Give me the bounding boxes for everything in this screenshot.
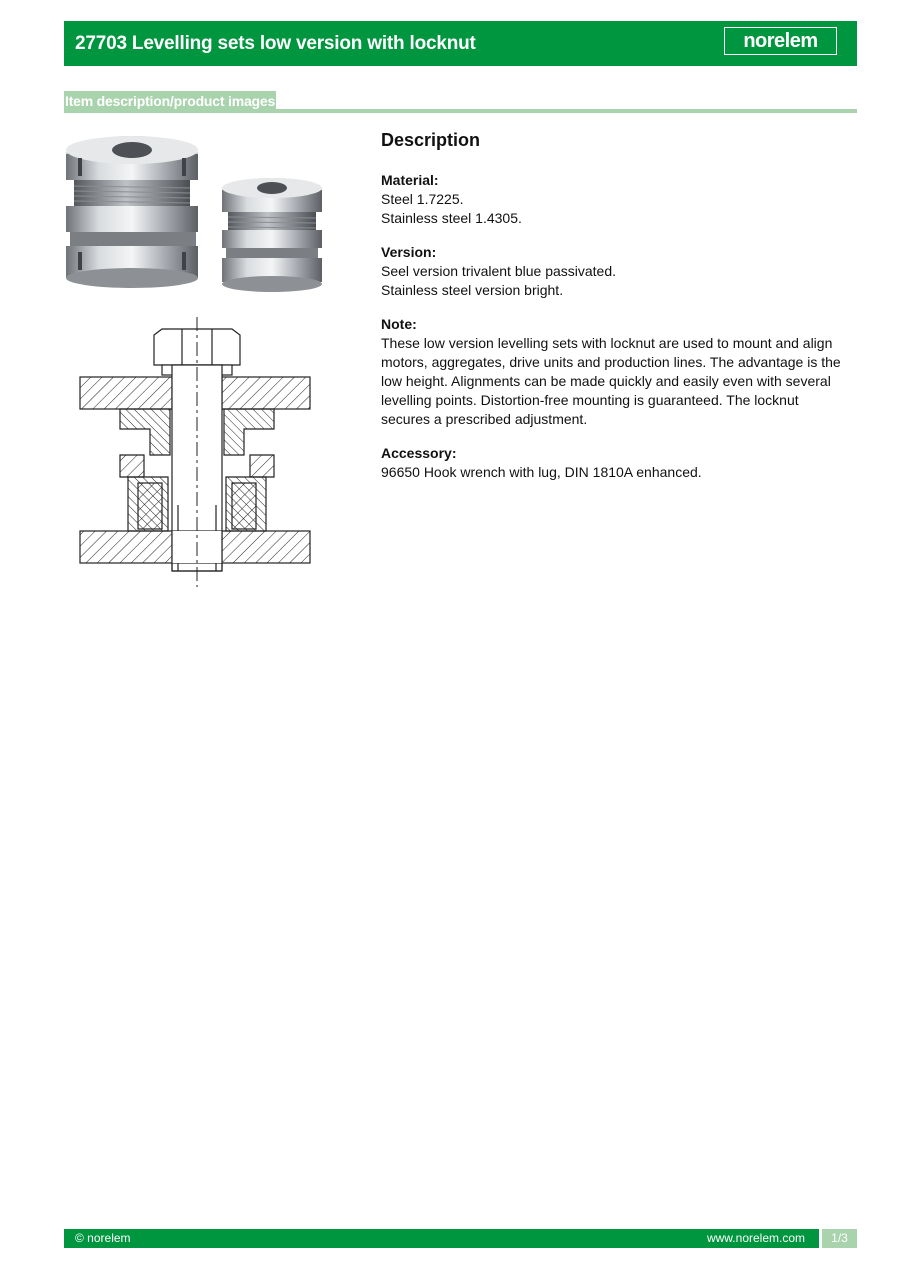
- small-levelling-set-photo: [222, 178, 322, 292]
- note-title: Note:: [381, 316, 417, 332]
- section-divider: [64, 109, 857, 113]
- note-text: These low version levelling sets with locknut are used to mount and align motors, aggregates, drive units and production lines. The advantage is the low height. Alignments can be made quickly and easily even with several levelling points. Distortion-free mounting is guaranteed. The locknut secures a prescribed adjustment.: [381, 335, 841, 427]
- footer-website-link[interactable]: www.norelem.com: [706, 1231, 805, 1245]
- norelem-logo: [724, 27, 837, 55]
- version-line: Stainless steel version bright.: [381, 282, 564, 298]
- page-title: 27703 Levelling sets low version with locknut: [75, 32, 476, 54]
- version-block: [381, 243, 841, 300]
- note-block: [381, 315, 841, 429]
- accessory-title: Accessory:: [381, 445, 457, 461]
- sectional-drawing: [72, 305, 324, 600]
- footer-copyright: © norelem: [75, 1231, 131, 1245]
- accessory-text: 96650 Hook wrench with lug, DIN 1810A enhanced.: [381, 464, 702, 480]
- page-number: 1/3: [819, 1229, 857, 1248]
- material-line: Steel 1.7225.: [381, 191, 464, 207]
- material-block: [381, 171, 841, 228]
- header-bar: [64, 21, 857, 66]
- section-label: Item description/product images: [65, 93, 276, 109]
- accessory-block: [381, 444, 841, 482]
- logo-text: norelem: [743, 29, 818, 52]
- description-heading: Description: [381, 130, 481, 150]
- description-panel: [381, 128, 841, 497]
- large-levelling-set-photo: [66, 136, 198, 288]
- product-photos: [64, 128, 324, 300]
- version-title: Version:: [381, 244, 437, 260]
- version-line: Seel version trivalent blue passivated.: [381, 263, 617, 279]
- material-title: Material:: [381, 172, 439, 188]
- footer-bar: [64, 1229, 857, 1248]
- material-line: Stainless steel 1.4305.: [381, 210, 522, 226]
